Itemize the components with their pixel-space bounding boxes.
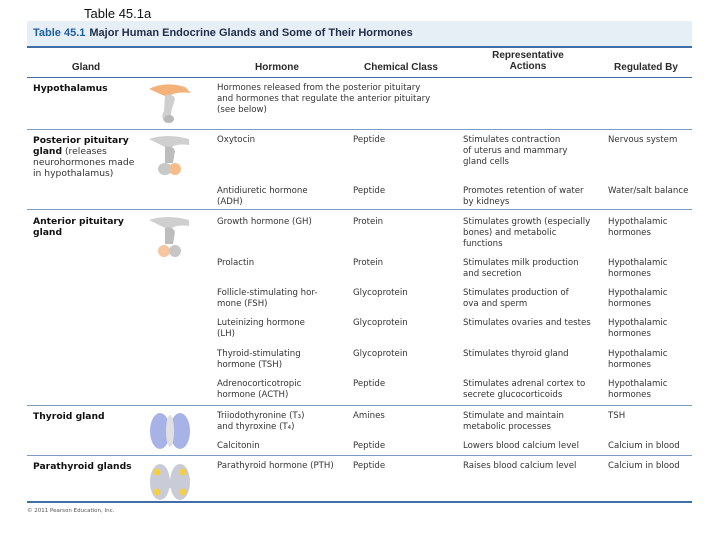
actions-cell: Stimulates adrenal cortex to secrete glucocorticoids — [463, 379, 586, 400]
hormone-cell: Thyroid-stimulating hormone (TSH) — [217, 349, 301, 370]
hormone-cell: Prolactin — [217, 258, 255, 268]
posterior-pituitary-diagram-icon — [145, 133, 195, 181]
chemical-class-cell: Amines — [353, 411, 385, 421]
hormone-cell: Luteinizing hormone (LH) — [217, 318, 305, 339]
gland-name: Thyroid gland — [33, 411, 105, 422]
table-number: Table 45.1 — [33, 27, 86, 39]
chemical-class-cell: Glycoprotein — [353, 318, 408, 328]
hormone-cell: Growth hormone (GH) — [217, 217, 312, 227]
chemical-class-cell: Protein — [353, 217, 384, 227]
hormone-cell: Triiodothyronine (T₃) and thyroxine (T₄) — [217, 411, 305, 432]
table-caption-text: Major Human Endocrine Glands and Some of Their Hormones — [89, 27, 413, 39]
gland-posterior-pituitary — [33, 135, 145, 179]
chemical-class-cell: Peptide — [353, 441, 386, 451]
regulated-by-cell: Calcium in blood — [608, 461, 680, 471]
thyroid-gland-diagram-icon — [145, 407, 195, 455]
group-separator — [27, 209, 692, 210]
actions-cell: Raises blood calcium level — [463, 461, 577, 471]
group-separator — [27, 129, 692, 130]
group-separator — [27, 405, 692, 406]
chemical-class-cell: Glycoprotein — [353, 349, 408, 359]
actions-cell: Stimulate and maintain metabolic processes — [463, 411, 564, 432]
column-header-hormone: Hormone — [255, 62, 299, 73]
table-bottom-rule — [27, 501, 692, 503]
chemical-class-cell: Peptide — [353, 461, 386, 471]
chemical-class-cell: Peptide — [353, 135, 386, 145]
gland-note: (releases neurohormones made in hypothalamus) — [33, 146, 135, 179]
hormone-cell: Parathyroid hormone (PTH) — [217, 461, 334, 471]
actions-cell: Stimulates growth (especially bones) and metabolic functions — [463, 217, 591, 249]
chemical-class-cell: Protein — [353, 258, 384, 268]
regulated-by-cell: Nervous system — [608, 135, 678, 145]
column-header-chemical-class: Chemical Class — [364, 62, 438, 73]
actions-cell: Stimulates thyroid gland — [463, 349, 569, 359]
regulated-by-cell: Hypothalamic hormones — [608, 217, 668, 238]
actions-cell: Promotes retention of water by kidneys — [463, 186, 584, 207]
actions-cell: Stimulates contraction of uterus and mammary gland cells — [463, 135, 568, 167]
column-header-gland: Gland — [71, 62, 101, 73]
parathyroid-gland-diagram-icon — [145, 458, 195, 506]
gland-name: Anterior pituitary gland — [33, 216, 124, 238]
column-header-regulated-by: Regulated By — [614, 62, 678, 73]
regulated-by-cell: Hypothalamic hormones — [608, 318, 668, 339]
actions-cell: Stimulates milk production and secretion — [463, 258, 579, 279]
hormone-cell: Calcitonin — [217, 441, 260, 451]
chemical-class-cell: Peptide — [353, 186, 386, 196]
chemical-class-cell: Glycoprotein — [353, 288, 408, 298]
group-separator — [27, 455, 692, 456]
hormone-cell: Antidiuretic hormone (ADH) — [217, 186, 308, 207]
gland-anterior-pituitary — [33, 216, 145, 238]
hypothalamus-diagram-icon — [145, 79, 195, 127]
gland-parathyroid — [33, 461, 145, 472]
gland-name: Posterior pituitary gland — [33, 135, 129, 157]
gland-hypothalamus — [33, 83, 145, 94]
regulated-by-cell: TSH — [608, 411, 626, 421]
caption-rule — [27, 46, 692, 48]
hormone-cell: Adrenocorticotropic hormone (ACTH) — [217, 379, 302, 400]
gland-name: Hypothalamus — [33, 83, 108, 94]
regulated-by-cell: Hypothalamic hormones — [608, 258, 668, 279]
regulated-by-cell: Hypothalamic hormones — [608, 288, 668, 309]
hormone-table — [27, 21, 692, 503]
anterior-pituitary-diagram-icon — [145, 214, 195, 262]
hormone-cell: Follicle-stimulating hor- mone (FSH) — [217, 288, 318, 309]
actions-cell: Stimulates ovaries and testes — [463, 318, 591, 328]
regulated-by-cell: Calcium in blood — [608, 441, 680, 451]
actions-cell: Stimulates production of ova and sperm — [463, 288, 569, 309]
regulated-by-cell: Water/salt balance — [608, 186, 689, 196]
column-header-actions: Representative Actions — [492, 50, 564, 72]
actions-cell: Lowers blood calcium level — [463, 441, 579, 451]
chemical-class-cell: Peptide — [353, 379, 386, 389]
copyright-notice: © 2011 Pearson Education, Inc. — [27, 508, 115, 514]
gland-thyroid — [33, 411, 145, 422]
slide-title: Table 45.1a — [84, 6, 152, 21]
hormone-cell: Oxytocin — [217, 135, 256, 145]
regulated-by-cell: Hypothalamic hormones — [608, 349, 668, 370]
regulated-by-cell: Hypothalamic hormones — [608, 379, 668, 400]
table-caption — [27, 21, 692, 46]
hormone-cell: Hormones released from the posterior pituitary and hormones that regulate the anterior pituitary (see below) — [217, 83, 431, 115]
header-rule — [27, 77, 692, 78]
gland-name: Parathyroid glands — [33, 461, 132, 472]
